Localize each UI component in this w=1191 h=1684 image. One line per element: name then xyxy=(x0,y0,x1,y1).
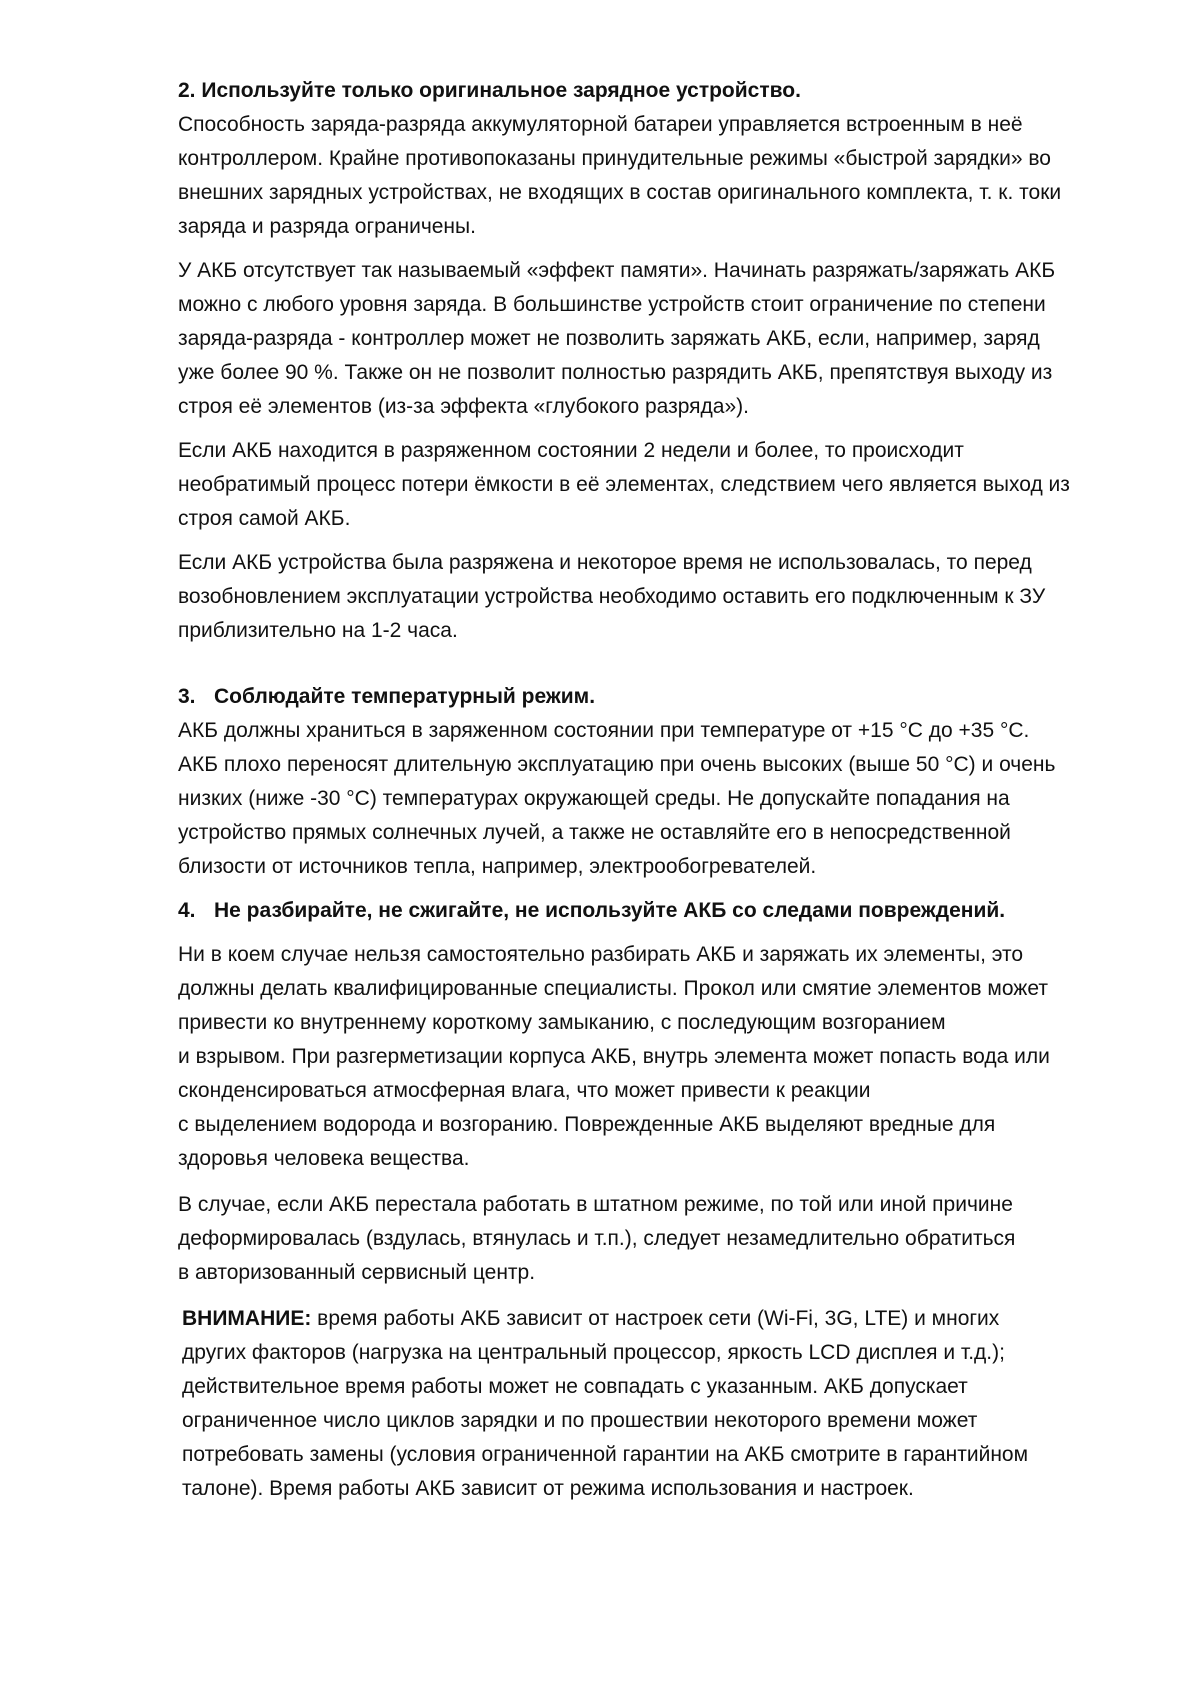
section-title: Не разбирайте, не сжигайте, не используйте АКБ со следами повреждений. xyxy=(214,899,1006,922)
warning-note xyxy=(178,1302,1128,1506)
warning-label: ВНИМАНИЕ: xyxy=(182,1307,312,1330)
text-line: привести ко внутреннему короткому замыканию, с последующим возгоранием xyxy=(178,1011,946,1034)
paragraph xyxy=(178,254,1128,424)
text-line: близости от источников тепла, например, электрообогревателей. xyxy=(178,855,817,878)
section-title: Соблюдайте температурный режим. xyxy=(214,685,596,708)
text-line: уже более 90 %. Также он не позволит полностью разрядить АКБ, препятствуя выходу из xyxy=(178,361,1053,384)
section-3-heading xyxy=(178,680,1128,714)
text-line: приблизительно на 1-2 часа. xyxy=(178,619,458,642)
text-line: потребовать замены (условия ограниченной гарантии на АКБ смотрите в гарантийном xyxy=(182,1443,1029,1466)
section-3 xyxy=(178,680,1128,884)
text-line: здоровья человека вещества. xyxy=(178,1147,470,1170)
text-line: Если АКБ находится в разряженном состоянии 2 недели и более, то происходит xyxy=(178,439,964,462)
text-line: низких (ниже -30 °С) температурах окружающей среды. Не допускайте попадания на xyxy=(178,787,1010,810)
text-line: заряда и разряда ограничены. xyxy=(178,215,476,238)
text-line: возобновлением эксплуатации устройства необходимо оставить его подключенным к ЗУ xyxy=(178,585,1046,608)
paragraph xyxy=(178,546,1128,648)
section-number: 4. xyxy=(178,899,196,922)
text-line: заряда-разряда - контроллер может не позволить заряжать АКБ, если, например, заряд xyxy=(178,327,1040,350)
text-line: ограниченное число циклов зарядки и по прошествии некоторого времени может xyxy=(182,1409,978,1432)
text-line: Способность заряда-разряда аккумуляторной батареи управляется встроенным в неё xyxy=(178,113,1023,136)
section-number: 3. xyxy=(178,685,196,708)
text-line: и взрывом. При разгерметизации корпуса АКБ, внутрь элемента может попасть вода или xyxy=(178,1045,1050,1068)
text-line: необратимый процесс потери ёмкости в её элементах, следствием чего является выход из xyxy=(178,473,1070,496)
paragraph xyxy=(178,434,1128,536)
paragraph xyxy=(178,714,1128,884)
document-page xyxy=(178,74,1128,1516)
paragraph xyxy=(178,108,1128,244)
text-line: с выделением водорода и возгоранию. Поврежденные АКБ выделяют вредные для xyxy=(178,1113,996,1136)
text-line: Ни в коем случае нельзя самостоятельно разбирать АКБ и заряжать их элементы, это xyxy=(178,943,1024,966)
paragraph xyxy=(178,1188,1128,1290)
text-line: деформировалась (вздулась, втянулась и т.п.), следует незамедлительно обратиться xyxy=(178,1227,1016,1250)
warning-first-line: время работы АКБ зависит от настроек сети (Wi-Fi, 3G, LTE) и многих xyxy=(311,1307,1000,1330)
text-line: устройство прямых солнечных лучей, а также не оставляйте его в непосредственной xyxy=(178,821,1011,844)
text-line: Если АКБ устройства была разряжена и некоторое время не использовалась, то перед xyxy=(178,551,1032,574)
text-line: контроллером. Крайне противопоказаны принудительные режимы «быстрой зарядки» во xyxy=(178,147,1051,170)
text-line: должны делать квалифицированные специалисты. Прокол или смятие элементов может xyxy=(178,977,1048,1000)
text-line: сконденсироваться атмосферная влага, что может привести к реакции xyxy=(178,1079,871,1102)
text-line xyxy=(182,1302,1128,1336)
section-4-heading xyxy=(178,894,1128,928)
text-line: строя её элементов (из-за эффекта «глубокого разряда»). xyxy=(178,395,749,418)
section-2 xyxy=(178,74,1128,648)
text-line: строя самой АКБ. xyxy=(178,507,351,530)
text-line: в авторизованный сервисный центр. xyxy=(178,1261,536,1284)
text-line: талоне). Время работы АКБ зависит от режима использования и настроек. xyxy=(182,1477,914,1500)
text-line: В случае, если АКБ перестала работать в штатном режиме, по той или иной причине xyxy=(178,1193,1013,1216)
text-line: других факторов (нагрузка на центральный процессор, яркость LCD дисплея и т.д.); xyxy=(182,1341,1005,1364)
text-line: действительное время работы может не совпадать с указанным. АКБ допускает xyxy=(182,1375,968,1398)
section-4 xyxy=(178,894,1128,1290)
text-line: У АКБ отсутствует так называемый «эффект памяти». Начинать разряжать/заряжать АКБ xyxy=(178,259,1056,282)
paragraph xyxy=(178,938,1128,1176)
text-line: внешних зарядных устройствах, не входящих в состав оригинального комплекта, т. к. токи xyxy=(178,181,1062,204)
text-line: АКБ должны храниться в заряженном состоянии при температуре от +15 °С до +35 °С. xyxy=(178,719,1030,742)
section-2-heading: 2. Используйте только оригинальное зарядное устройство. xyxy=(178,79,801,102)
text-line: можно с любого уровня заряда. В большинстве устройств стоит ограничение по степени xyxy=(178,293,1046,316)
text-line: АКБ плохо переносят длительную эксплуатацию при очень высоких (выше 50 °С) и очень xyxy=(178,753,1056,776)
